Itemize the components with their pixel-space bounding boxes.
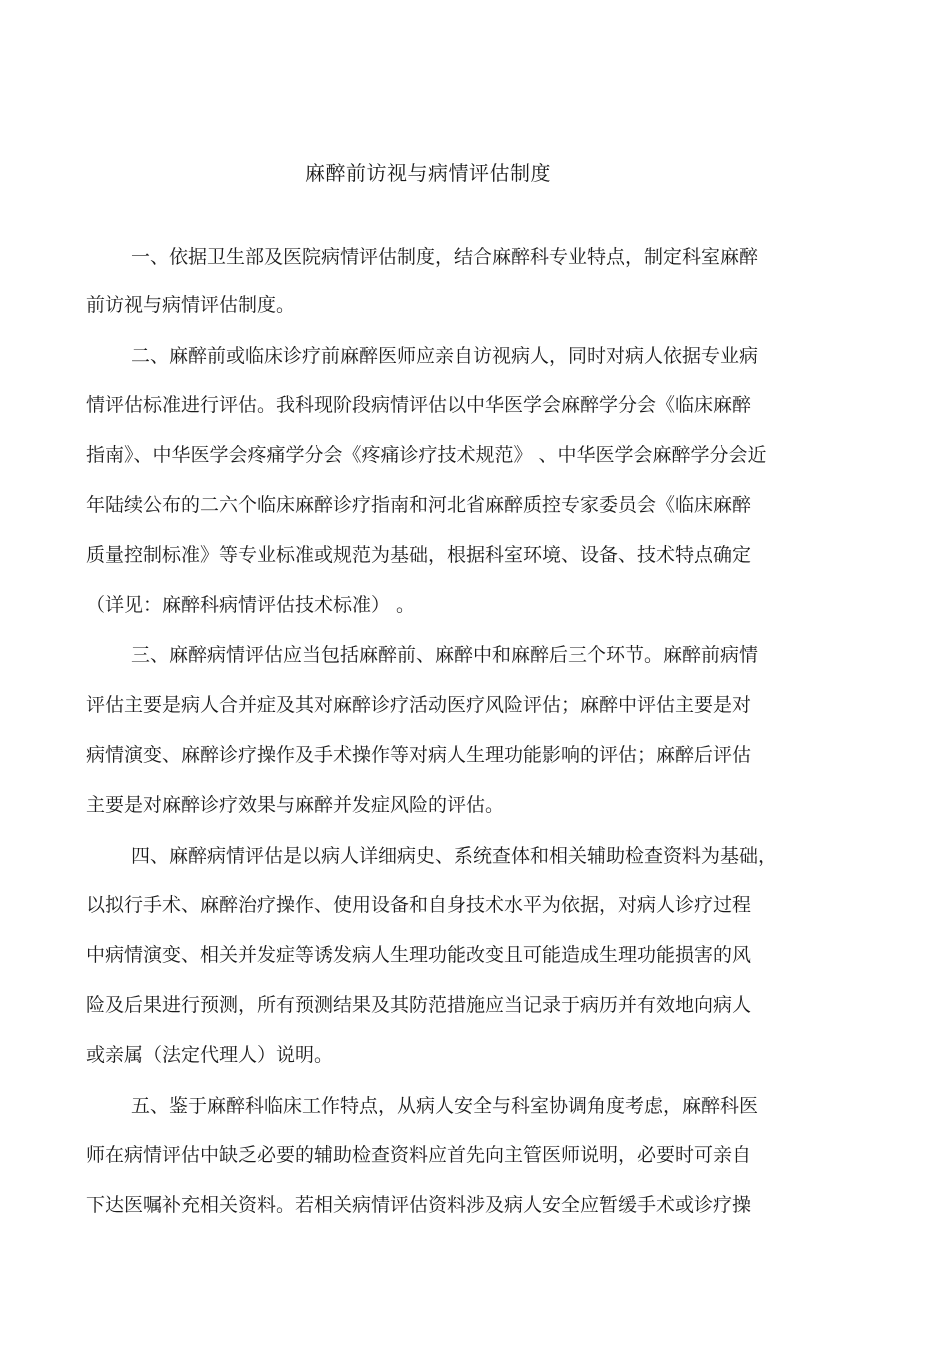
paragraph-3-line-4: 主要是对麻醉诊疗效果与麻醉并发症风险的评估。	[86, 794, 505, 816]
paragraph-2-line-5: 质量控制标准》等专业标准或规范为基础，根据科室环境、设备、技术特点确定	[86, 544, 752, 566]
paragraph-5-line-2: 师在病情评估中缺乏必要的辅助检查资料应首先向主管医师说明，必要时可亲自	[86, 1144, 752, 1166]
paragraph-2-line-6: （详见：麻醉科病情评估技术标准） 。	[86, 594, 416, 616]
paragraph-4-line-2: 以拟行手术、麻醉治疗操作、使用设备和自身技术水平为依据，对病人诊疗过程	[86, 894, 752, 916]
paragraph-1-line-1: 一、依据卫生部及医院病情评估制度，结合麻醉科专业特点，制定科室麻醉	[131, 246, 759, 268]
paragraph-5-line-1: 五、鉴于麻醉科临床工作特点，从病人安全与科室协调角度考虑，麻醉科医	[131, 1095, 759, 1117]
paragraph-1-line-2: 前访视与病情评估制度。	[86, 294, 296, 316]
paragraph-2-line-2: 情评估标准进行评估。我科现阶段病情评估以中华医学会麻醉学分会《临床麻醉	[86, 394, 752, 416]
paragraph-3-line-2: 评估主要是病人合并症及其对麻醉诊疗活动医疗风险评估；麻醉中评估主要是对	[86, 694, 752, 716]
paragraph-5-line-3: 下达医嘱补充相关资料。若相关病情评估资料涉及病人安全应暂缓手术或诊疗操	[86, 1194, 752, 1216]
paragraph-4-line-5: 或亲属（法定代理人）说明。	[86, 1044, 334, 1066]
paragraph-4-line-1: 四、麻醉病情评估是以病人详细病史、系统查体和相关辅助检查资料为基础，	[131, 845, 778, 867]
paragraph-2-line-3: 指南》、中华医学会疼痛学分会《疼痛诊疗技术规范》 、中华医学会麻醉学分会近	[86, 444, 767, 466]
paragraph-2-line-1: 二、麻醉前或临床诊疗前麻醉医师应亲自访视病人，同时对病人依据专业病	[131, 345, 759, 367]
paragraph-3-line-1: 三、麻醉病情评估应当包括麻醉前、麻醉中和麻醉后三个环节。麻醉前病情	[131, 644, 759, 666]
paragraph-2-line-4: 年陆续公布的二六个临床麻醉诊疗指南和河北省麻醉质控专家委员会《临床麻醉	[86, 494, 752, 516]
document-title: 麻醉前访视与病情评估制度	[305, 161, 551, 185]
paragraph-3-line-3: 病情演变、麻醉诊疗操作及手术操作等对病人生理功能影响的评估；麻醉后评估	[86, 744, 752, 766]
paragraph-4-line-3: 中病情演变、相关并发症等诱发病人生理功能改变且可能造成生理功能损害的风	[86, 944, 752, 966]
paragraph-4-line-4: 险及后果进行预测，所有预测结果及其防范措施应当记录于病历并有效地向病人	[86, 994, 752, 1016]
